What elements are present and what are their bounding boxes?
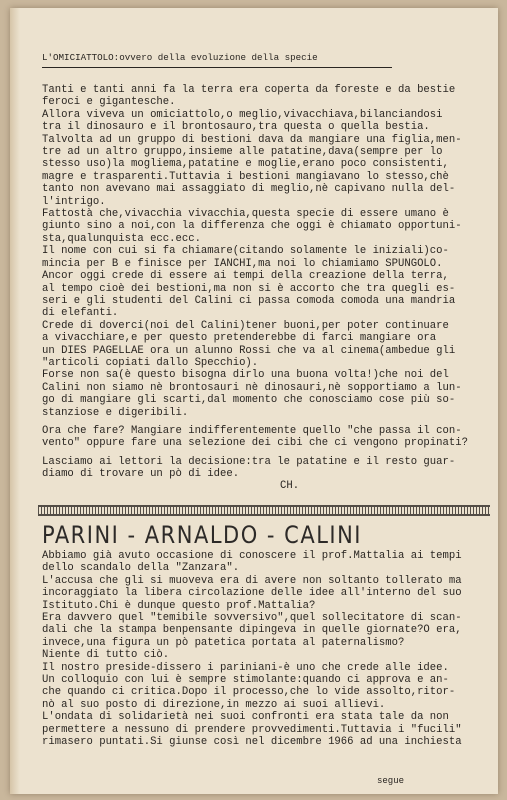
text-line: Il nome con cui si fa chiamare(citando solamente le iniziali)co- [42, 245, 449, 258]
paragraph [42, 134, 468, 208]
paragraph [42, 208, 468, 245]
paragraph [42, 84, 468, 109]
text-line: Crede di doverci(noi del Calini)tener buoni,per poter continuare [42, 319, 449, 332]
article-body [42, 84, 468, 481]
text-line: Era davvero quel "temibile sovversivo",quel sollecitatore di scan- [42, 612, 462, 625]
text-line: permettere a nessuno di prendere provvedimenti.Tuttavia i "fucili" [42, 723, 462, 736]
text-line: tre ad un altro gruppo,insieme alle patatine,dava(sempre per lo [42, 146, 443, 159]
article2-body [42, 550, 462, 749]
text-line: dello scandalo della "Zanzara". [42, 562, 240, 575]
text-line: Lasciamo ai lettori la decisione:tra le patatine e il resto guar- [42, 455, 456, 468]
text-line: "articoli copiati dallo Specchio). [42, 356, 259, 369]
text-line: a vivacchiare,e per questo pretenderebbe di farci mangiare ora [42, 332, 437, 345]
text-line: sta,qualunquista ecc.ecc. [42, 232, 201, 245]
text-line: tra il dinosauro e il brontosauro,tra questa o quella bestia. [42, 121, 430, 134]
text-line: giunto sino a noi,con la differenza che oggi è chiamato opportuni- [42, 220, 462, 233]
text-line: tanto non avevano mai assaggiato di meglio,nè capivano nulla del- [42, 183, 456, 196]
text-line: un DIES PAGELLAE ora un alunno Rossi che va al cinema(ambedue gli [42, 344, 456, 357]
text-line: stesso uso)la mogliema,patatine e moglie,erano poco consistenti, [42, 158, 449, 171]
text-line: feroci e gigantesche. [42, 96, 176, 109]
text-line: Forse non sa(è questo bisogna dirlo una buona volta!)che noi del [42, 369, 449, 382]
text-line: Ancor oggi crede di essere ai tempi della creazione della terra, [42, 270, 449, 283]
text-line: Istituto.Chi è dunque questo prof.Mattalia? [42, 599, 316, 612]
text-line: incoraggiato la libera circolazione delle idee all'interno del suo [42, 587, 462, 600]
text-line: Tanti e tanti anni fa la terra era coperta da foreste e da bestie [42, 84, 456, 96]
page-spine [10, 8, 20, 794]
article-title: L'OMICIATTOLO:ovvero della evoluzione della specie [42, 52, 392, 68]
text-line: seri e gli studenti del Calini ci passa comoda comoda una mandria [42, 294, 456, 307]
text-line: di elefanti. [42, 307, 119, 320]
text-line: Niente di tutto ciò. [42, 649, 170, 662]
text-line: al tempo cioè dei bestioni,ma non si è accorto che tra quegli es- [42, 282, 456, 295]
paragraph [42, 369, 468, 419]
closing-paragraph [42, 456, 468, 481]
paragraph [42, 245, 468, 270]
text-line: stanziose e digeribili. [42, 406, 189, 419]
text-line: Abbiamo già avuto occasione di conoscere il prof.Mattalia ai tempi [42, 550, 462, 562]
text-line: l'intrigo. [42, 195, 106, 208]
text-line: Ora che fare? Mangiare indifferentemente quello "che passa il con- [42, 424, 462, 437]
text-line: go di mangiare gli scarti,dal momento che conosciamo cose più so- [42, 394, 456, 407]
text-line: rimasero puntati.Si giunse così nel dicembre 1966 ad una inchiesta [42, 736, 462, 749]
document-page [10, 8, 498, 794]
section-divider [38, 505, 490, 516]
paragraph [42, 109, 468, 134]
text-line: dali che la stampa benpensante dipingeva in quelle giornate?O era, [42, 624, 462, 637]
paragraph [42, 320, 468, 370]
text-line: Il nostro preside-dissero i pariniani-è uno che crede alle idee. [42, 661, 449, 674]
text-line: L'accusa che gli si muoveva era di avere non soltanto tollerato ma [42, 574, 462, 587]
text-line: magre e trasparenti.Tuttavia i bestioni mangiavano lo stesso,chè [42, 170, 449, 183]
text-line: mincia per B e finisce per IANCHI,ma noi lo chiamiamo SPUNGOLO. [42, 257, 443, 270]
text-line: Talvolta ad un gruppo di bestioni dava da mangiare una figlia,men- [42, 133, 462, 146]
text-line: Un colloquio con lui è sempre stimolante:quando ci approva e an- [42, 674, 449, 687]
text-line: Calini non siamo nè brontosauri nè dinosauri,nè sopportiamo a lun- [42, 381, 462, 394]
text-line: diamo di trovare un pò di idee. [42, 468, 240, 481]
text-line: invece,una figura un pò patetica portata al paternalismo? [42, 636, 405, 649]
text-line: L'ondata di solidarietà nei suoi confronti era stata tale da non [42, 711, 449, 724]
text-line: vento" oppure fare una selezione dei cibi che ci vengono propinati? [42, 437, 468, 450]
paragraph [42, 270, 468, 320]
text-line: nò al suo posto di direzione,in mezzo ai suoi allievi. [42, 698, 386, 711]
closing-paragraph [42, 425, 468, 450]
article2-title: PARINI - ARNALDO - CALINI [42, 521, 362, 549]
text-line: che quando ci critica.Dopo il processo,che lo vide assolto,ritor- [42, 686, 456, 699]
text-line: Allora viveva un omiciattolo,o meglio,vivacchiava,bilanciandosi [42, 108, 443, 121]
article-signature: CH. [280, 480, 300, 492]
continued-label: segue [377, 776, 405, 786]
text-line: Fattostà che,vivacchia vivacchia,questa specie di essere umano è [42, 208, 449, 221]
